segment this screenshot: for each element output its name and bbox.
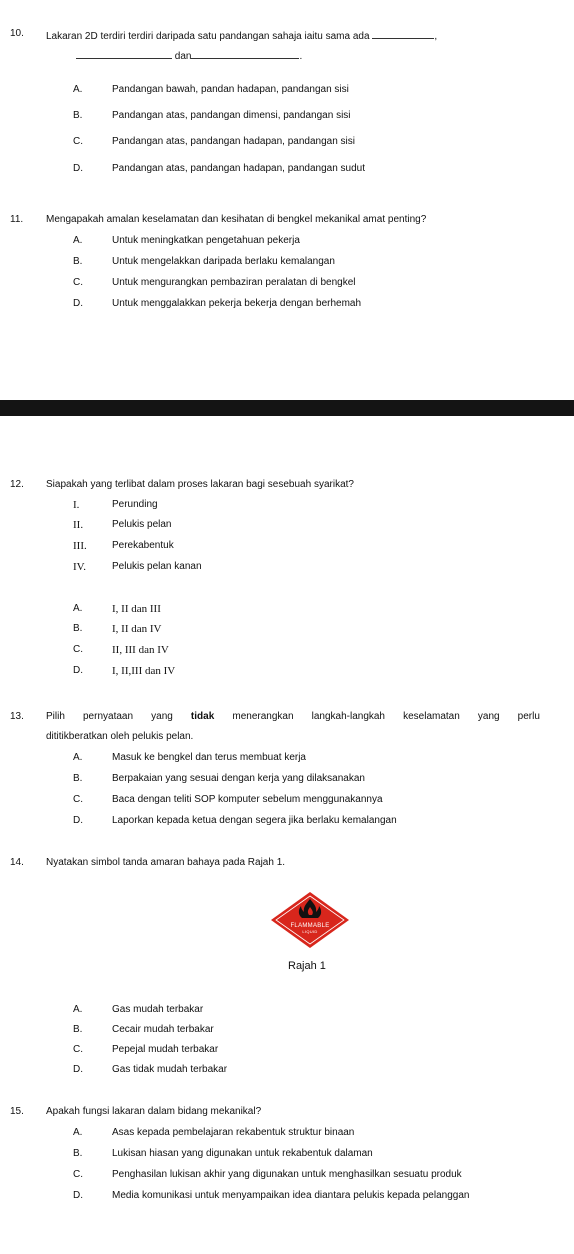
hazard-sign-graphic [268,890,352,950]
question-number: 12. [10,479,24,490]
question-number: 11. [10,214,24,225]
answer-blank [76,48,172,59]
option-text: Pandangan bawah, pandan hadapan, pandangan sisi [112,84,349,95]
option-text: I, II dan IV [112,623,162,635]
question-text-line1: Pilih pernyataan yang tidak menerangkan langkah-langkah keselamatan yang perlu [46,711,540,722]
question-number: 15. [10,1106,24,1117]
option-text: I, II dan III [112,603,161,615]
option-letter: C. [73,277,83,288]
option-letter: A. [73,84,83,95]
answer-blank [372,28,434,39]
option-letter: C. [73,644,83,655]
option-text: Pandangan atas, pandangan hadapan, pandangan sisi [112,136,355,147]
option-text: I, II,III dan IV [112,665,176,677]
statement-text: Pelukis pelan [112,519,172,530]
option-letter: B. [73,1148,83,1159]
option-letter: D. [73,1064,83,1075]
question-text: Siapakah yang terlibat dalam proses lakaran bagi sesebuah syarikat? [46,479,354,490]
option-letter: B. [73,773,83,784]
option-text: Untuk mengelakkan daripada berlaku kemalangan [112,256,335,267]
option-text: Untuk menggalakkan pekerja bekerja dengan berhemah [112,298,362,309]
option-text: Laporkan kepada ketua dengan segera jika berlaku kemalangan [112,815,397,826]
statement-text: Perekabentuk [112,540,174,551]
question-text: Lakaran 2D terdiri terdiri daripada satu pandangan sahaja iaitu sama ada , [46,28,437,42]
option-letter: D. [73,298,83,309]
option-text: Asas kepada pembelajaran rekabentuk struktur binaan [112,1127,355,1138]
page-divider [0,400,574,416]
option-text: Untuk meningkatkan pengetahuan pekerja [112,235,300,246]
sign-text-line1: FLAMMABLE [290,923,330,929]
statement-text: Pelukis pelan kanan [112,561,202,572]
statement-roman: III. [73,540,87,552]
statement-roman: II. [73,519,84,531]
option-letter: A. [73,235,83,246]
statement-roman: IV. [73,561,86,573]
option-letter: C. [73,1169,83,1180]
option-letter: A. [73,603,83,614]
option-letter: B. [73,256,83,267]
option-text: Pandangan atas, pandangan dimensi, pandangan sisi [112,110,351,121]
statement-text: Perunding [112,499,158,510]
option-text: Gas mudah terbakar [112,1004,204,1015]
option-text: Media komunikasi untuk menyampaikan idea diantara pelukis kepada pelanggan [112,1190,470,1201]
option-text: Untuk mengurangkan pembaziran peralatan di bengkel [112,277,356,288]
option-text: Pepejal mudah terbakar [112,1044,219,1055]
option-letter: C. [73,136,83,147]
question-text-line2: dan . [76,48,302,62]
option-letter: D. [73,1190,83,1201]
option-letter: D. [73,815,83,826]
option-letter: A. [73,1127,83,1138]
option-text: Cecair mudah terbakar [112,1024,214,1035]
option-letter: A. [73,1004,83,1015]
option-text: Masuk ke bengkel dan terus membuat kerja [112,752,306,763]
option-text: II, III dan IV [112,644,169,656]
question-number: 13. [10,711,24,722]
option-text: Lukisan hiasan yang digunakan untuk rekabentuk dalaman [112,1148,373,1159]
option-text: Baca dengan teliti SOP komputer sebelum menggunakannya [112,794,383,805]
option-letter: B. [73,623,83,634]
emphasis-word: tidak [190,711,215,722]
flammable-liquid-diamond-icon [268,890,352,950]
figure-caption: Rajah 1 [288,960,326,972]
question-text: Nyatakan simbol tanda amaran bahaya pada Rajah 1. [46,857,286,868]
option-letter: A. [73,752,83,763]
option-text: Penghasilan lukisan akhir yang digunakan untuk menghasilkan sesuatu produk [112,1169,462,1180]
statement-roman: I. [73,499,80,511]
option-text: Gas tidak mudah terbakar [112,1064,228,1075]
question-text-line2: dititikberatkan oleh pelukis pelan. [46,731,194,742]
option-text: Pandangan atas, pandangan hadapan, pandangan sudut [112,163,366,174]
option-text: Berpakaian yang sesuai dengan kerja yang dilaksanakan [112,773,365,784]
question-number: 10. [10,28,24,39]
question-text: Mengapakah amalan keselamatan dan kesihatan di bengkel mekanikal amat penting? [46,214,427,225]
option-letter: C. [73,1044,83,1055]
sign-text-line2: LIQUID [302,929,318,934]
question-text: Apakah fungsi lakaran dalam bidang mekanikal? [46,1106,262,1117]
option-letter: C. [73,794,83,805]
option-letter: D. [73,665,83,676]
option-letter: B. [73,1024,83,1035]
question-number: 14. [10,857,24,868]
option-letter: D. [73,163,83,174]
answer-blank [191,48,299,59]
option-letter: B. [73,110,83,121]
